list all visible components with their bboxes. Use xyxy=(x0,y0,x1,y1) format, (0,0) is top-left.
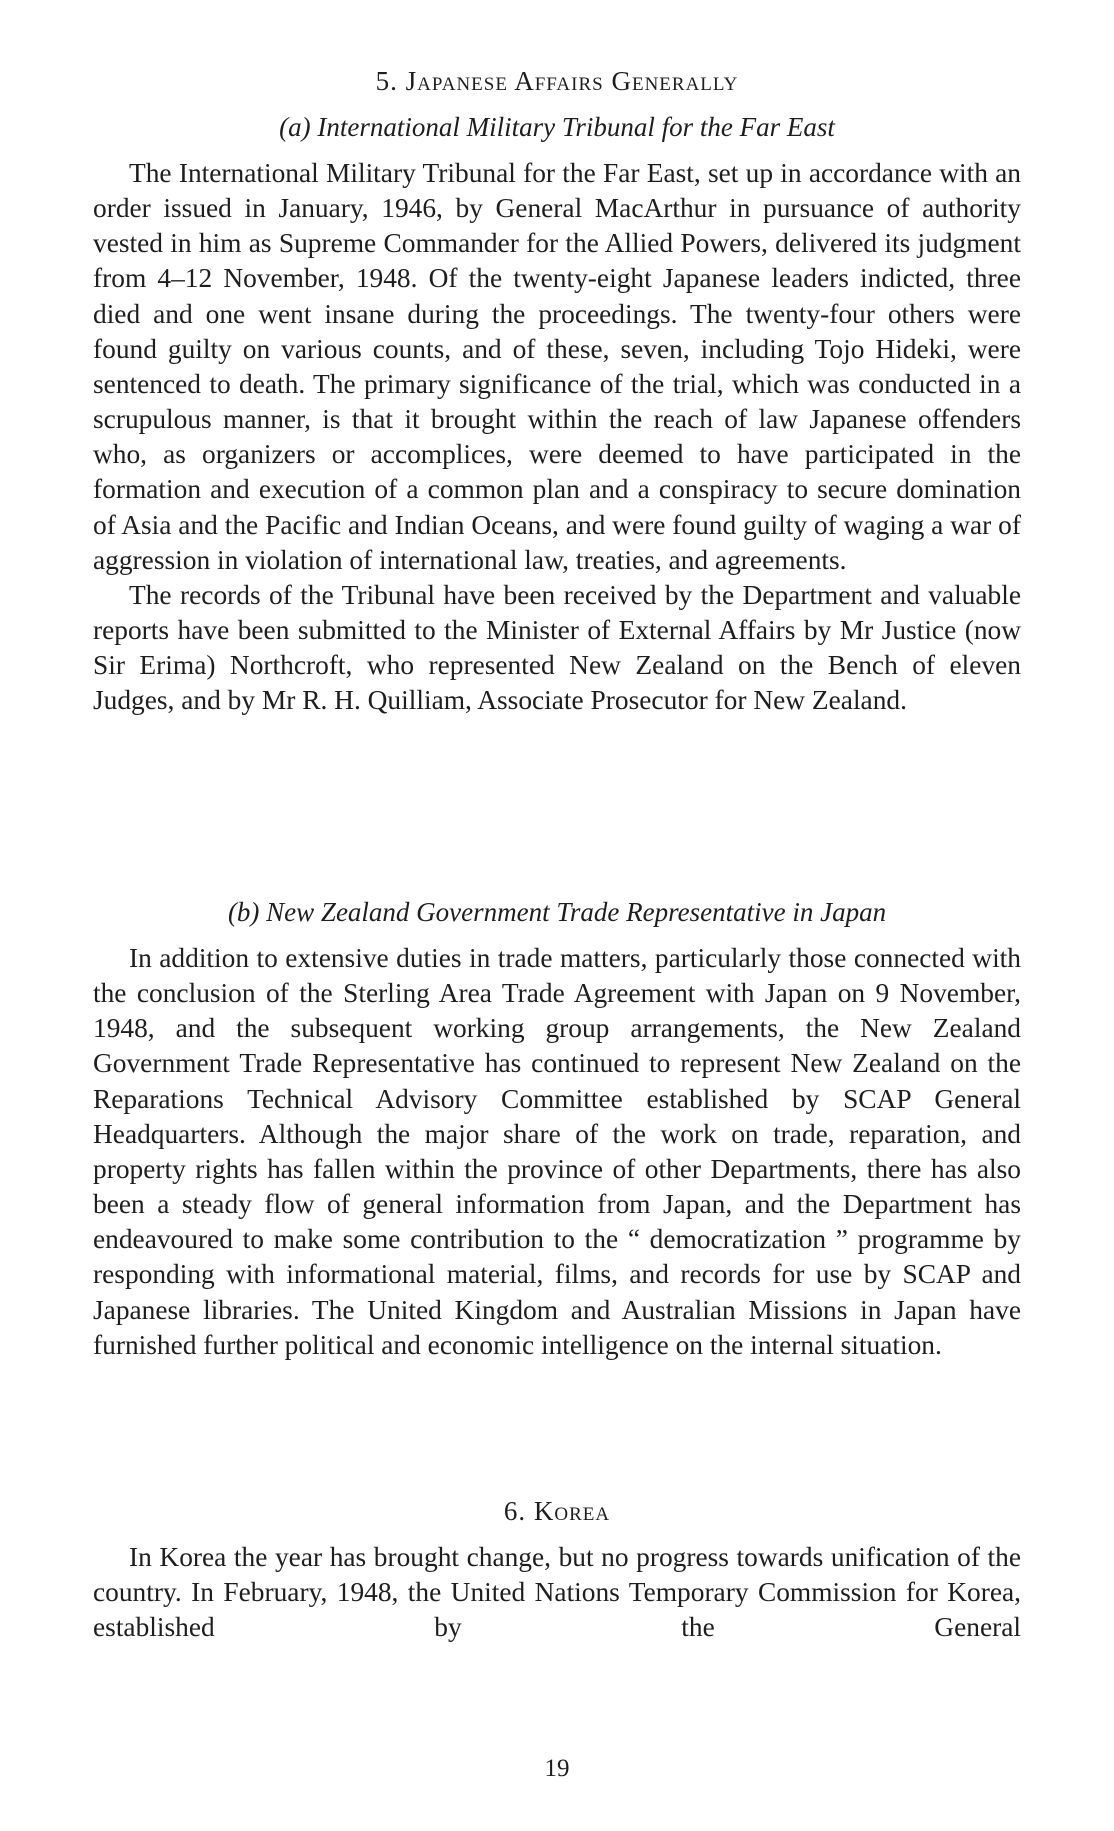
subsection-tribunal xyxy=(93,110,1021,144)
section-japanese-affairs xyxy=(93,64,1021,98)
paragraph-trade-duties: In addition to extensive duties in trade matters, particularly those connected with the conclusion of the Sterling Area Trade Agreement with Japan on 9 November, 1948, and the subsequent working group arrangements, the New Zealand Government Trade Representative has continued to represent New Zealand on the Reparations Technical Advisory Committee established by SCAP General Headquarters. Although the major share of the work on trade, reparation, and property rights has fallen within the province of other Departments, there has also been a steady flow of general information from Japan, and the Department has endeavoured to make some contribution to the “ democratization ” programme by responding with informational material, films, and records for use by SCAP and Japanese libraries. The United Kingdom and Australian Missions in Japan have furnished further political and economic intelligence on the internal situation. xyxy=(93,943,1021,1360)
trade-body xyxy=(93,941,1021,1363)
section-heading-korea: 6. Korea xyxy=(503,1496,611,1526)
paragraph-tribunal-records: The records of the Tribunal have been received by the Department and valuable reports have been submitted to the Minister of External Affairs by Mr Justice (now Sir Erima) Northcroft, who represented New Zealand on the Bench of eleven Judges, and by Mr R. H. Quilliam, Associate Prosecutor for New Zealand. xyxy=(93,579,1021,716)
subsection-trade-representative xyxy=(93,895,1021,929)
tribunal-body xyxy=(93,156,1021,719)
paragraph-korea-intro: In Korea the year has brought change, but no progress towards unification of the country. In February, 1948, the United Nations Temporary Commission for Korea, established by the General xyxy=(93,1542,1021,1643)
subheading-trade-representative: (b) New Zealand Government Trade Representative in Japan xyxy=(227,897,887,927)
subheading-tribunal: (a) International Military Tribunal for the Far East xyxy=(279,112,835,142)
korea-body xyxy=(93,1540,1021,1645)
section-heading-japanese-affairs: 5. Japanese Affairs Generally xyxy=(375,66,739,96)
section-korea xyxy=(93,1494,1021,1528)
page-number: 19 xyxy=(544,1755,570,1782)
paragraph-tribunal-judgment: The International Military Tribunal for the Far East, set up in accordance with an order issued in January, 1946, by General MacArthur in pursuance of authority vested in him as Supreme Commander for the Allied Powers, delivered its judgment from 4–12 November, 1948. Of the twenty-eight Japanese leaders indicted, three died and one went insane during the proceedings. The twenty-four others were found guilty on various counts, and of these, seven, including Tojo Hideki, were sentenced to death. The primary significance of the trial, which was conducted in a scrupulous manner, is that it brought within the reach of law Japanese offenders who, as organizers or accomplices, were deemed to have participated in the formation and execution of a common plan and a conspiracy to secure domination of Asia and the Pacific and Indian Oceans, and were found guilty of waging a war of aggression in violation of international law, treaties, and agreements. xyxy=(93,158,1021,575)
